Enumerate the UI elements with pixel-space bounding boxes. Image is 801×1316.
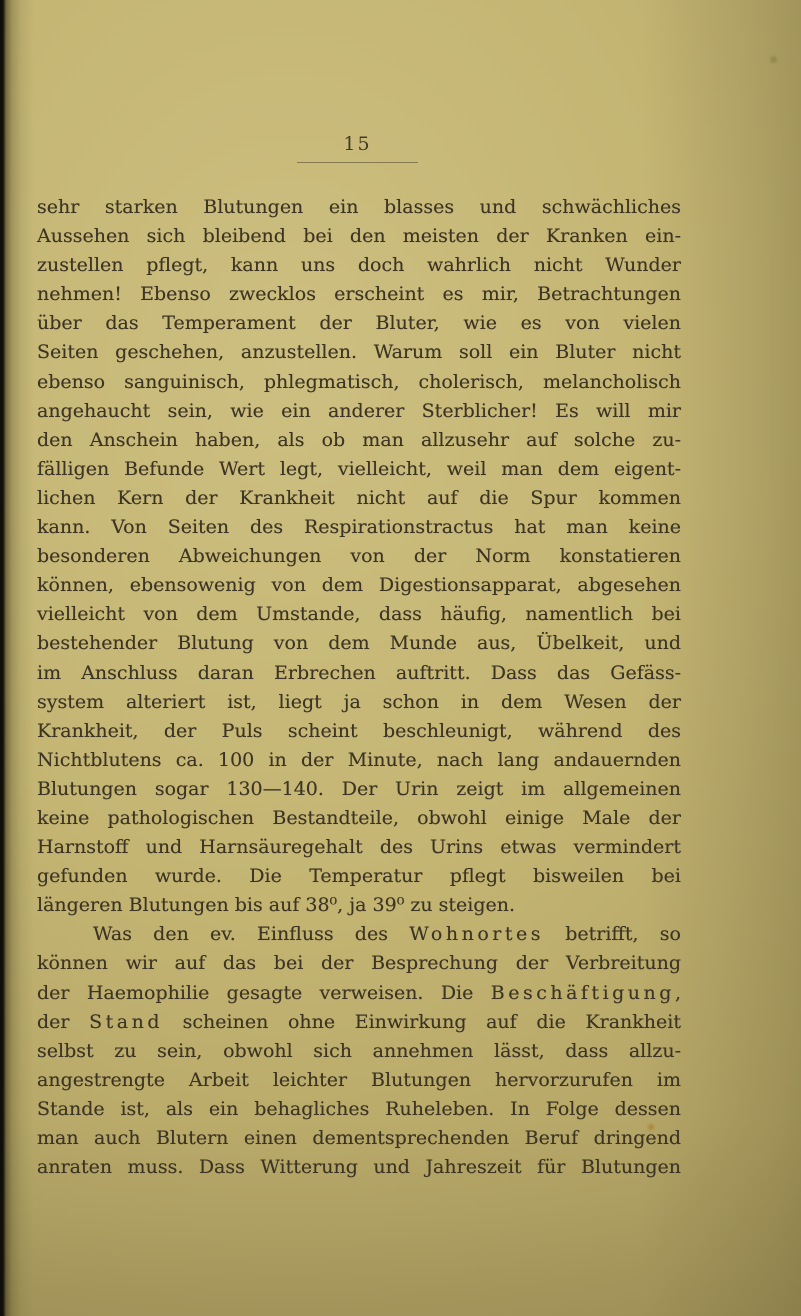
letterspaced-word: Wohnortes bbox=[409, 923, 544, 946]
text-line bbox=[37, 775, 681, 804]
text-line bbox=[37, 979, 681, 1008]
text-line bbox=[37, 426, 681, 455]
text-segment: Seiten geschehen, anzustellen. Warum soll ein Bluter nicht bbox=[37, 341, 681, 364]
page-header bbox=[297, 133, 418, 163]
text-line bbox=[37, 1037, 681, 1066]
text-segment: gefunden wurde. Die Temperatur pflegt bisweilen bei bbox=[37, 865, 681, 888]
text-line bbox=[37, 280, 681, 309]
text-line bbox=[37, 862, 681, 891]
text-line bbox=[37, 484, 681, 513]
text-segment: system alteriert ist, liegt ja schon in dem Wesen der bbox=[37, 690, 681, 713]
page-text bbox=[37, 193, 681, 1182]
text-segment: vielleicht von dem Umstande, dass häufig, namentlich bei bbox=[37, 603, 681, 626]
text-segment: anraten muss. Dass Witterung und Jahreszeit für Blutungen bbox=[37, 1156, 681, 1179]
text-segment: Harnstoff und Harnsäuregehalt des Urins etwas vermindert bbox=[37, 836, 681, 859]
text-segment: , bbox=[674, 981, 681, 1004]
text-line bbox=[37, 368, 681, 397]
text-segment: fälligen Befunde Wert legt, vielleicht, weil man dem eigent- bbox=[37, 457, 681, 480]
text-segment: betrifft, so bbox=[544, 923, 681, 946]
text-segment: sehr starken Blutungen ein blasses und schwächliches bbox=[37, 196, 681, 218]
text-segment: Krankheit, der Puls scheint beschleunigt, während des bbox=[37, 719, 681, 742]
text-segment: Blutungen sogar 130—140. Der Urin zeigt im allgemeinen bbox=[37, 777, 681, 800]
text-line bbox=[37, 949, 681, 978]
text-line bbox=[37, 222, 681, 251]
paper-speck bbox=[770, 56, 777, 63]
letterspaced-word: Beschäftigung bbox=[490, 981, 675, 1004]
text-line bbox=[37, 1008, 681, 1037]
text-line bbox=[37, 1095, 681, 1124]
text-segment: Stande ist, als ein behagliches Ruheleben. In Folge dessen bbox=[37, 1097, 681, 1120]
text-line bbox=[37, 1066, 681, 1095]
text-segment: längeren Blutungen bis auf 38⁰, ja 39⁰ zu steigen. bbox=[37, 894, 516, 917]
text-segment: scheinen ohne Einwirkung auf die Krankheit bbox=[163, 1010, 681, 1033]
text-segment: Was den ev. Einfluss des bbox=[93, 923, 410, 946]
text-segment: bestehender Blutung von dem Munde aus, Übelkeit, und bbox=[37, 632, 681, 655]
text-segment: angestrengte Arbeit leichter Blutungen hervorzurufen im bbox=[37, 1068, 681, 1091]
text-segment: den Anschein haben, als ob man allzusehr auf solche zu- bbox=[37, 428, 681, 451]
text-line bbox=[37, 833, 681, 862]
text-line bbox=[37, 513, 681, 542]
text-segment: nehmen! Ebenso zwecklos erscheint es mir, Betrachtungen bbox=[37, 283, 681, 306]
text-line bbox=[37, 746, 681, 775]
text-line bbox=[37, 571, 681, 600]
text-line bbox=[37, 804, 681, 833]
letterspaced-word: Stand bbox=[89, 1010, 164, 1033]
text-line bbox=[37, 1124, 681, 1153]
text-segment: ebenso sanguinisch, phlegmatisch, cholerisch, melancholisch bbox=[37, 370, 681, 393]
text-segment: können wir auf das bei der Besprechung der Verbreitung bbox=[37, 952, 681, 975]
text-line bbox=[37, 338, 681, 367]
text-line bbox=[37, 542, 681, 571]
text-line bbox=[37, 891, 681, 920]
text-line bbox=[37, 309, 681, 338]
text-line bbox=[37, 659, 681, 688]
text-line bbox=[37, 688, 681, 717]
text-segment: keine pathologischen Bestandteile, obwohl einige Male der bbox=[37, 806, 681, 829]
text-segment: kann. Von Seiten des Respirationstractus hat man keine bbox=[37, 516, 681, 539]
text-segment: besonderen Abweichungen von der Norm konstatieren bbox=[37, 545, 681, 568]
text-segment: über das Temperament der Bluter, wie es von vielen bbox=[37, 312, 681, 335]
text-line bbox=[37, 920, 681, 949]
text-segment: man auch Blutern einen dementsprechenden Beruf dringend bbox=[37, 1127, 681, 1149]
text-line bbox=[37, 600, 681, 629]
text-segment: können, ebensowenig von dem Digestionsapparat, abgesehen bbox=[37, 574, 681, 597]
text-segment: selbst zu sein, obwohl sich annehmen lässt, dass allzu- bbox=[37, 1039, 681, 1062]
text-line bbox=[37, 397, 681, 426]
text-line bbox=[37, 193, 681, 222]
text-segment: lichen Kern der Krankheit nicht auf die Spur kommen bbox=[37, 486, 681, 509]
text-line bbox=[37, 717, 681, 746]
text-segment: Nichtblutens ca. 100 in der Minute, nach lang andauernden bbox=[37, 748, 681, 771]
binding-gutter-shadow bbox=[0, 0, 34, 1316]
text-segment: zustellen pflegt, kann uns doch wahrlich nicht Wunder bbox=[37, 254, 681, 277]
text-segment: der bbox=[37, 1010, 90, 1033]
text-segment: der Haemophilie gesagte verweisen. Die bbox=[37, 981, 491, 1004]
text-line bbox=[37, 1153, 681, 1182]
page-number: 15 bbox=[343, 133, 372, 155]
text-line bbox=[37, 455, 681, 484]
text-segment: im Anschluss daran Erbrechen auftritt. Dass das Gefäss- bbox=[37, 661, 681, 684]
text-line bbox=[37, 251, 681, 280]
text-segment: angehaucht sein, wie ein anderer Sterblicher! Es will mir bbox=[37, 399, 681, 422]
text-line bbox=[37, 629, 681, 658]
text-segment: Aussehen sich bleibend bei den meisten der Kranken ein- bbox=[37, 225, 681, 248]
